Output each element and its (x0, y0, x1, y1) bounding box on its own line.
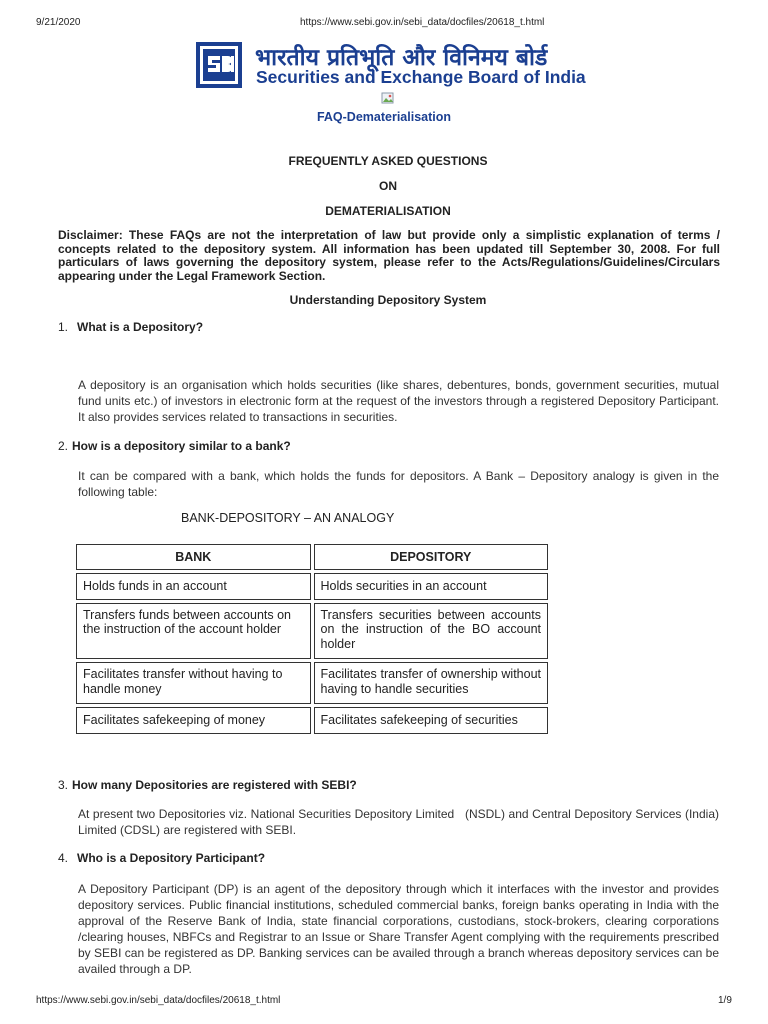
q2-question: How is a depository similar to a bank? (72, 439, 291, 453)
page-title: FAQ-Dematerialisation (316, 110, 452, 124)
on-heading: ON (379, 179, 397, 193)
table-cell: Transfers securities between accounts on the instruction of the BO account holder (314, 603, 549, 660)
table-cell: Facilitates safekeeping of securities (314, 707, 549, 734)
table-cell: Holds funds in an account (76, 573, 311, 600)
table-row (76, 662, 548, 704)
table-row (76, 603, 548, 660)
q3-answer: At present two Depositories viz. National Securities Depository Limited (NSDL) and Central Depository Services (India) Limited (CDSL) are registered with SEBI. (78, 807, 723, 837)
q4-number: 4. (58, 851, 69, 865)
broken-image-icon (381, 91, 395, 105)
logo-hindi: भारतीय प्रतिभूति और विनिमय बोर्ड (255, 45, 548, 71)
table-cell: Holds securities in an account (314, 573, 549, 600)
table-cell: Facilitates safekeeping of money (76, 707, 311, 734)
q1-number: 1. (58, 320, 69, 334)
logo-english: Securities and Exchange Board of India (256, 67, 586, 87)
q3-number: 3. (58, 778, 69, 792)
q2-number: 2. (58, 439, 69, 453)
q2-answer: It can be compared with a bank, which holds the funds for depositors. A Bank – Depository analogy is given in the following table: (78, 469, 719, 499)
analogy-table (73, 541, 551, 737)
q1-question: What is a Depository? (77, 320, 204, 334)
disclaimer: Disclaimer: These FAQs are not the interpretation of law but provide only a simplistic explanation of terms / concepts related to the depository system. All information has been updated till September 30, 2008. For full particulars of laws governing the depository system, please refer to the Acts/Regulations/Guidelines/Circulars appearing under the Legal Framework Section. (58, 228, 720, 283)
table-cell: Transfers funds between accounts on the instruction of the account holder (76, 603, 311, 660)
q4-question: Who is a Depository Participant? (77, 851, 266, 865)
sebi-logo-icon (196, 42, 242, 88)
footer-url: https://www.sebi.gov.in/sebi_data/docfiles/20618_t.html (36, 995, 281, 1006)
table-row (76, 573, 548, 600)
table-caption: BANK-DEPOSITORY – AN ANALOGY (181, 511, 395, 525)
section-title: Understanding Depository System (289, 293, 487, 307)
table-cell: Facilitates transfer without having to handle money (76, 662, 311, 704)
table-row (76, 707, 548, 734)
print-url: https://www.sebi.gov.in/sebi_data/docfiles/20618_t.html (300, 17, 545, 28)
sebi-logo (196, 42, 242, 88)
table-header-row (76, 544, 548, 570)
faq-heading: FREQUENTLY ASKED QUESTIONS (288, 154, 488, 168)
q1-answer: A depository is an organisation which holds securities (like shares, debentures, bonds, government securities, mutual fund units etc.) of investors in electronic form at the request of the investors through a registered Depository Participant. It also provides services related to transactions in securities. (78, 378, 719, 424)
q4-answer: A Depository Participant (DP) is an agent of the depository through which it interfaces with the investor and provides depository services. Public financial institutions, scheduled commercial banks, foreign banks operating in India with the approval of the Reserve Bank of India, state financial corporations, custodians, stock-brokers, clearing corporations /clearing houses, NBFCs and Registrar to an Issue or Share Transfer Agent complying with the requirements prescribed by SEBI can be registered as DP. Banking services can be availed through a branch whereas depository services can be availed through a DP. (78, 882, 719, 976)
footer-page: 1/9 (718, 995, 732, 1006)
demat-heading: DEMATERIALISATION (325, 204, 451, 218)
q3-question: How many Depositories are registered with SEBI? (72, 778, 357, 792)
print-date: 9/21/2020 (36, 17, 81, 28)
header-bank: BANK (76, 544, 311, 570)
table-cell: Facilitates transfer of ownership without having to handle securities (314, 662, 549, 704)
header-depository: DEPOSITORY (314, 544, 549, 570)
